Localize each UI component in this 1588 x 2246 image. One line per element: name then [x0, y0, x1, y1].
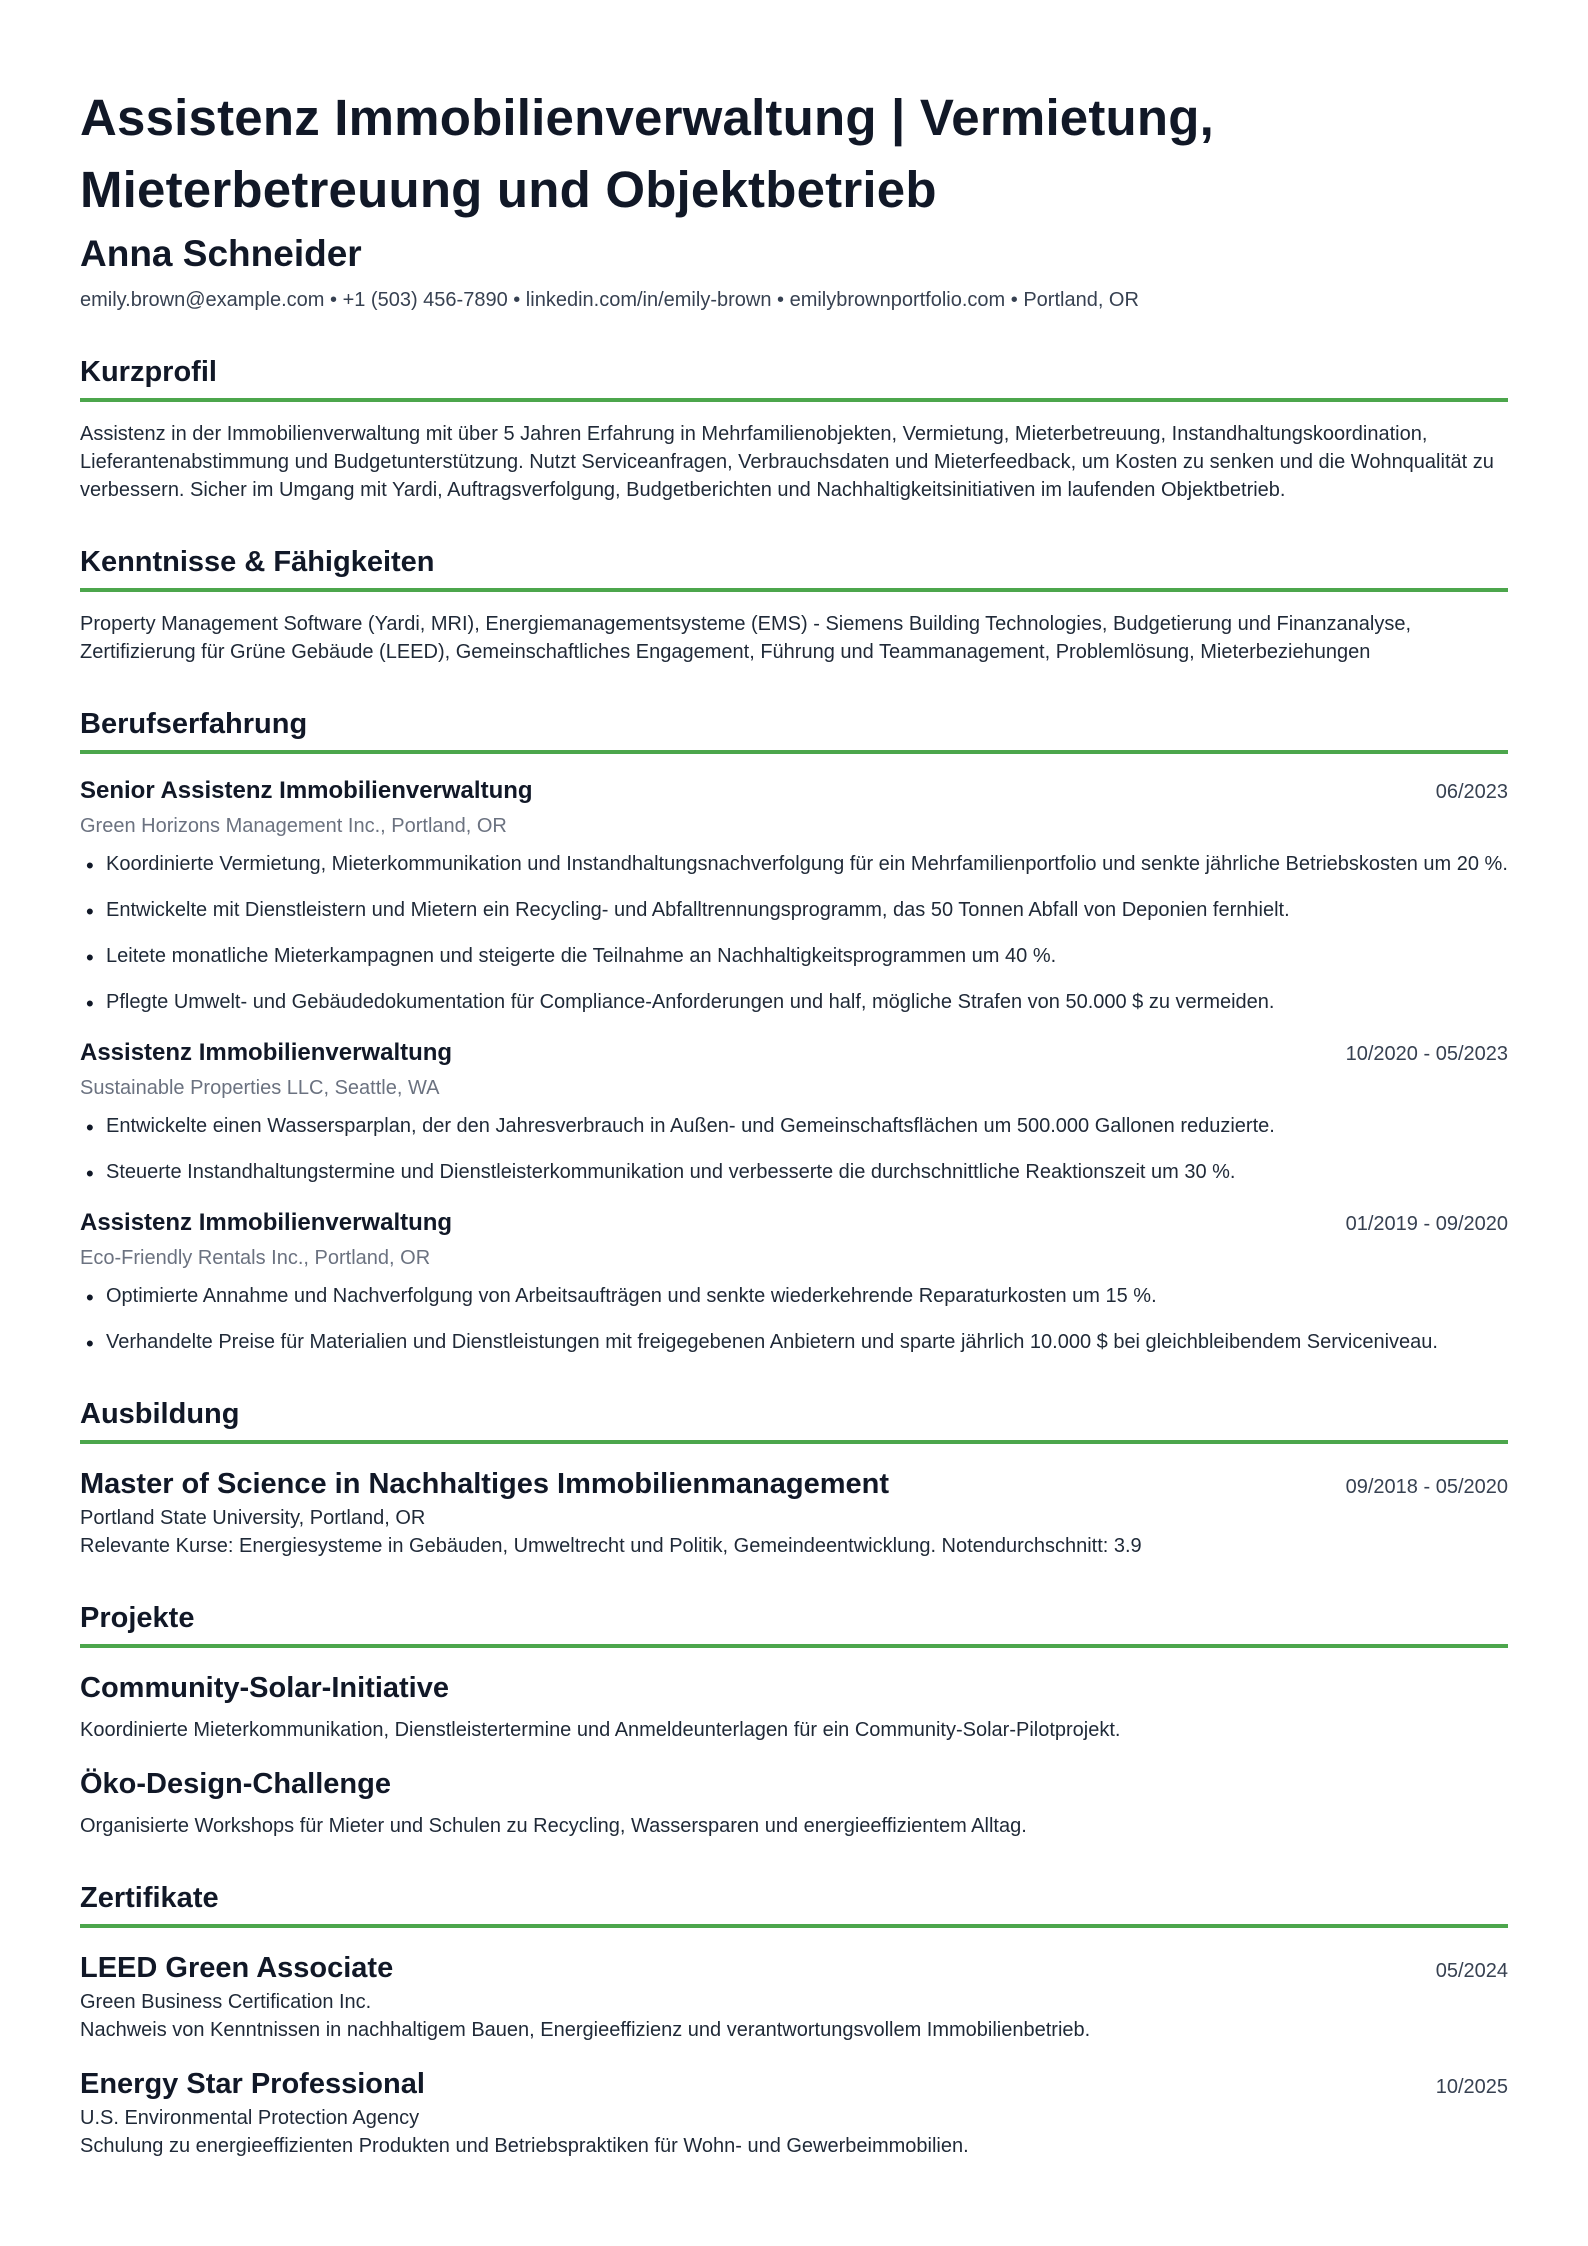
project-name: Community-Solar-Initiative	[80, 1672, 449, 1704]
section-skills	[80, 542, 1508, 666]
job-role: Assistenz Immobilienverwaltung	[80, 1039, 453, 1066]
project-entry	[80, 1764, 1508, 1840]
section-title-certificates: Zertifikate	[80, 1878, 1508, 1928]
job-entry	[80, 1036, 1508, 1186]
job-bullet: • Pflegte Umwelt- und Gebäudedokumentation für Compliance-Anforderungen und half, mögliche Strafen von 50.000 $ zu vermeiden.	[80, 988, 1508, 1016]
section-education	[80, 1394, 1508, 1560]
job-bullet: • Koordinierte Vermietung, Mieterkommunikation und Instandhaltungsnachverfolgung für ein Mehrfamilienportfolio und senkte jährliche Betriebskosten um 20 %.	[80, 850, 1508, 878]
job-bullet: • Steuerte Instandhaltungstermine und Dienstleisterkommunikation und verbesserte die durchschnittliche Reaktionszeit um 30 %.	[80, 1158, 1508, 1186]
section-title-profile: Kurzprofil	[80, 352, 1508, 402]
section-profile	[80, 352, 1508, 504]
certificate-entry	[80, 1948, 1508, 2044]
certificate-text: Schulung zu energieeffizienten Produkten und Betriebspraktiken für Wohn- und Gewerbeimmobilien.	[80, 2135, 969, 2157]
headline-line-1: Assistenz Immobilienverwaltung | Vermietung,	[80, 89, 1214, 146]
education-details: Relevante Kurse: Energiesysteme in Gebäuden, Umweltrecht und Politik, Gemeindeentwicklung. Notendurchschnitt: 3.9	[80, 1535, 1142, 1557]
job-bullet: • Optimierte Annahme und Nachverfolgung von Arbeitsaufträgen und senkte wiederkehrende Reparaturkosten um 15 %.	[80, 1282, 1508, 1310]
section-title-projects: Projekte	[80, 1598, 1508, 1648]
job-role: Assistenz Immobilienverwaltung	[80, 1209, 453, 1236]
section-title-skills: Kenntnisse & Fähigkeiten	[80, 542, 1508, 592]
certificate-date: 10/2025	[1435, 2076, 1508, 2098]
education-entry	[80, 1464, 1508, 1560]
job-company: Eco-Friendly Rentals Inc., Portland, OR	[80, 1247, 431, 1269]
contact-line: emily.brown@example.com • +1 (503) 456-7890 • linkedin.com/in/emily-brown • emilybrownportfolio.com • Portland, OR	[80, 289, 1139, 311]
headline	[80, 82, 1508, 226]
certificate-name: LEED Green Associate	[80, 1952, 394, 1984]
section-title-education: Ausbildung	[80, 1394, 1508, 1444]
certificate-text: Nachweis von Kenntnissen in nachhaltigem Bauen, Energieeffizienz und verantwortungsvollem Immobilienbetrieb.	[80, 2019, 1091, 2041]
degree-title: Master of Science in Nachhaltiges Immobilienmanagement	[80, 1468, 889, 1500]
job-bullets	[80, 1282, 1508, 1356]
project-text: Koordinierte Mieterkommunikation, Dienstleistertermine und Anmeldeunterlagen für ein Community-Solar-Pilotprojekt.	[80, 1719, 1121, 1741]
profile-text: Assistenz in der Immobilienverwaltung mit über 5 Jahren Erfahrung in Mehrfamilienobjekten, Vermietung, Mieterbetreuung, Instandhaltungskoordination, Lieferantenabstimmung und Budgetunterstützung. Nutzt Serviceanfragen, Verbrauchsdaten und Mieterfeedback, um Kosten zu senken und die Wohnqualität zu verbessern. Sicher im Umgang mit Yardi, Auftragsverfolgung, Budgetberichten und Nachhaltigkeitsinitiativen im laufenden Objektbetrieb.	[80, 423, 1494, 501]
education-date: 09/2018 - 05/2020	[1345, 1476, 1508, 1498]
certificate-entry	[80, 2064, 1508, 2160]
job-company: Sustainable Properties LLC, Seattle, WA	[80, 1077, 440, 1099]
job-bullet: • Leitete monatliche Mieterkampagnen und steigerte die Teilnahme an Nachhaltigkeitsprogrammen um 40 %.	[80, 942, 1508, 970]
section-certificates	[80, 1878, 1508, 2160]
job-bullet: • Verhandelte Preise für Materialien und Dienstleistungen mit freigegebenen Anbietern und sparte jährlich 10.000 $ bei gleichbleibendem Serviceniveau.	[80, 1328, 1508, 1356]
job-bullets	[80, 1112, 1508, 1186]
section-experience	[80, 704, 1508, 1356]
certificate-issuer: U.S. Environmental Protection Agency	[80, 2107, 420, 2129]
certificate-date: 05/2024	[1435, 1960, 1508, 1982]
project-name: Öko-Design-Challenge	[80, 1768, 391, 1800]
job-date: 06/2023	[1435, 781, 1508, 803]
section-projects	[80, 1598, 1508, 1840]
certificate-name: Energy Star Professional	[80, 2068, 425, 2100]
job-bullets	[80, 850, 1508, 1016]
school-name: Portland State University, Portland, OR	[80, 1507, 426, 1529]
resume-header	[80, 82, 1508, 314]
job-date: 10/2020 - 05/2023	[1345, 1043, 1508, 1065]
section-title-experience: Berufserfahrung	[80, 704, 1508, 754]
candidate-name: Anna Schneider	[80, 233, 362, 274]
job-entry	[80, 774, 1508, 1016]
headline-line-2: Mieterbetreuung und Objektbetrieb	[80, 161, 937, 218]
project-entry	[80, 1668, 1508, 1744]
job-bullet: • Entwickelte einen Wassersparplan, der den Jahresverbrauch in Außen- und Gemeinschaftsflächen um 500.000 Gallonen reduzierte.	[80, 1112, 1508, 1140]
job-date: 01/2019 - 09/2020	[1345, 1213, 1508, 1235]
project-text: Organisierte Workshops für Mieter und Schulen zu Recycling, Wassersparen und energieeffizientem Alltag.	[80, 1815, 1027, 1837]
job-entry	[80, 1206, 1508, 1356]
skills-text: Property Management Software (Yardi, MRI), Energiemanagementsysteme (EMS) - Siemens Building Technologies, Budgetierung und Finanzanalyse, Zertifizierung für Grüne Gebäude (LEED), Gemeinschaftliches Engagement, Führung und Teammanagement, Problemlösung, Mieterbeziehungen	[80, 613, 1412, 663]
job-bullet: • Entwickelte mit Dienstleistern und Mietern ein Recycling- und Abfalltrennungsprogramm, das 50 Tonnen Abfall von Deponien fernhielt.	[80, 896, 1508, 924]
certificate-issuer: Green Business Certification Inc.	[80, 1991, 372, 2013]
job-role: Senior Assistenz Immobilienverwaltung	[80, 777, 533, 804]
job-company: Green Horizons Management Inc., Portland, OR	[80, 815, 507, 837]
